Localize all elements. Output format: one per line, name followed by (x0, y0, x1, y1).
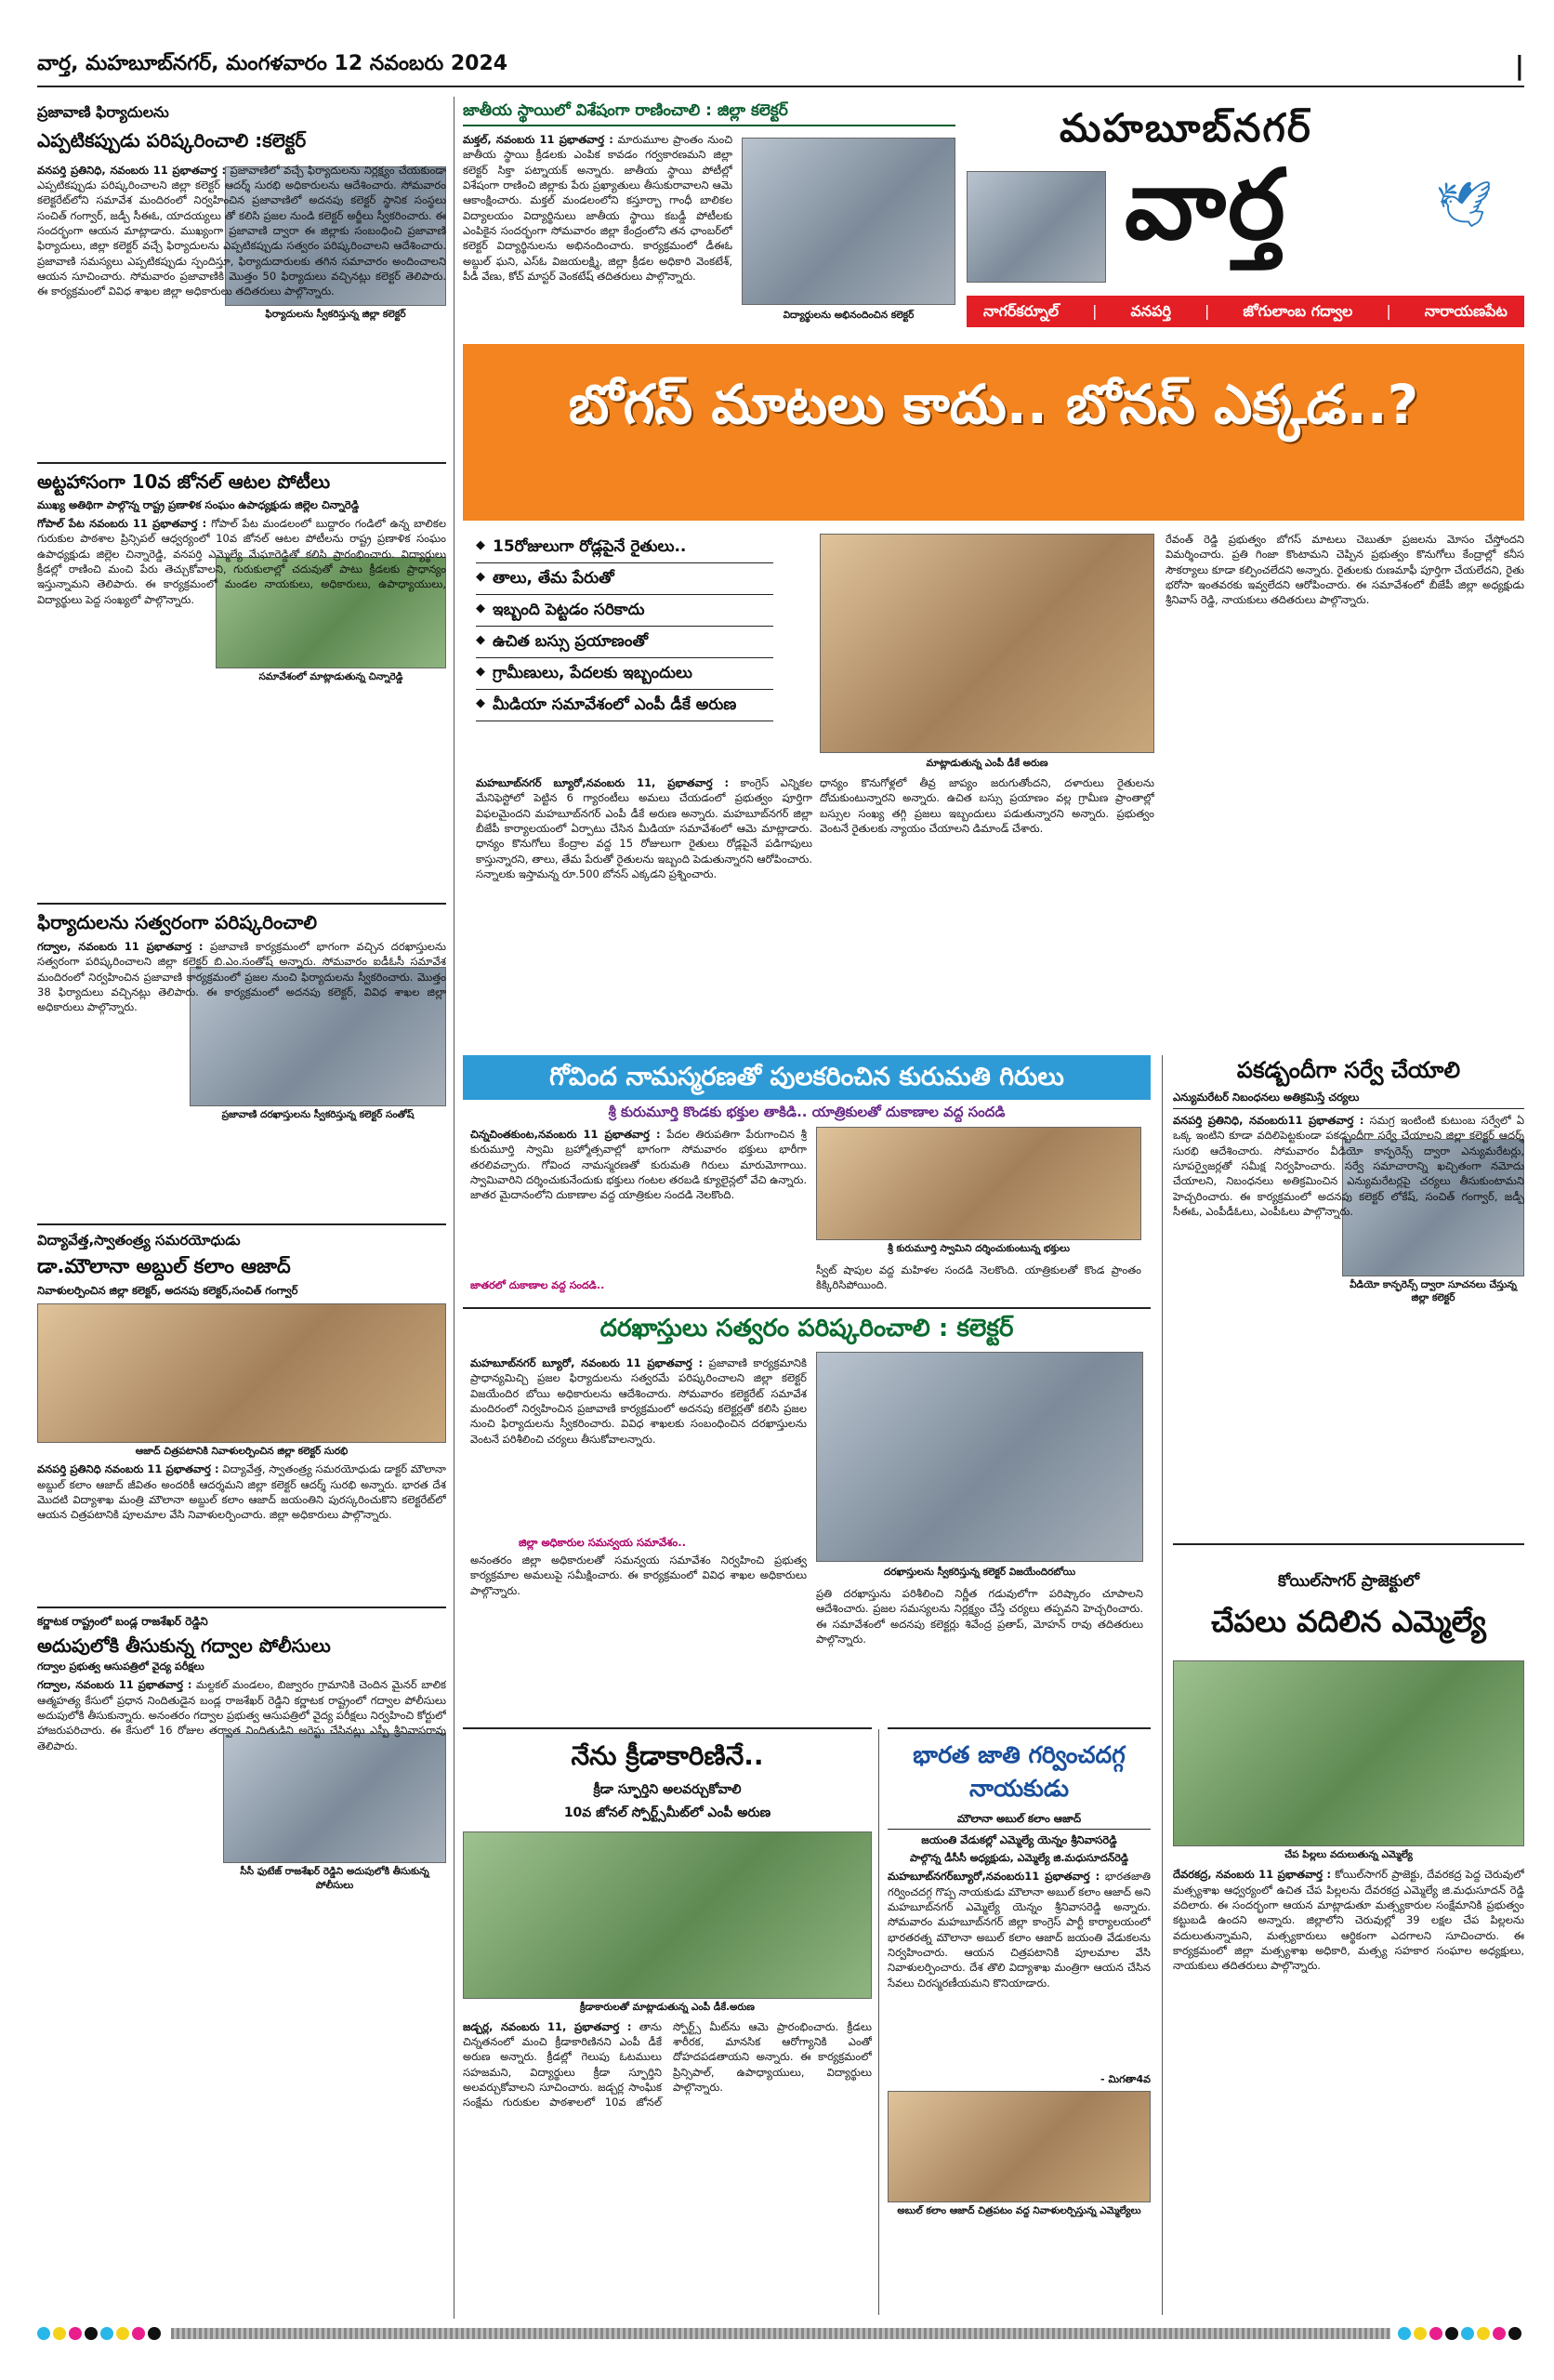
photo-devotees (816, 1127, 1141, 1240)
article-body (470, 1127, 807, 1276)
dateline: గద్వాల, నవంబరు 11 ప్రభాతవార్త : (37, 940, 204, 954)
color-registration-right (1398, 2327, 1524, 2340)
dateline: గోపాల్ పేట నవంబరు 11 ప్రభాతవార్త : (37, 517, 207, 531)
subhead: జిల్లా అధికారుల సమన్వయ సమావేశం.. (519, 1536, 686, 1549)
dateline: వనపర్తి ప్రతినిధి నవంబరు 11 ప్రభాతవార్త : (37, 1462, 219, 1476)
subhead: మౌలానా అబుల్ కలాం ఆజాద్ (888, 1812, 1151, 1831)
bullet: ◆ మీడియా సమావేశంలో ఎంపీ డీకే అరుణ (476, 690, 773, 721)
subhead: శ్రీ కురుమూర్తి కొండకు భక్తుల తాకిడి.. యాత్రికులతో దుకాణాల వద్ద సందడి (608, 1104, 1006, 1120)
dateline: గద్వాల, నవంబరు 11 ప్రభాతవార్త : (37, 1678, 192, 1692)
body: మల్దకల్ మండలం, బిజ్వారం గ్రామానికి చెందిన మైనర్ బాలిక ఆత్మహత్య కేసులో ప్రధాన నిందితుడైన బండ్ల రాజశేఖర్ రెడ్డిని కర్ణాటక రాష్ట్రంలో గద్వాల పోలీసులు అదుపులోకి తీసుకున్నారు. అనంతరం గద్వాల ప్రభుత్వ ఆసుపత్రిలో వైద్య పరీక్షలు నిర్వహించి కోర్టులో హాజరుపరిచారు. ఈ కేసులో 16 రోజుల తర్వాత నిందితుడిని అరెస్టు చేసినట్లు ఎస్పీ శ్రీనివాసరావు తెలిపారు. (37, 1678, 446, 1752)
body: ప్రజావాణి కార్యక్రమంలో భాగంగా వచ్చిన దరఖాస్తులను సత్వరంగా పరిష్కరించాలని జిల్లా కలెక్టర్ బి.ఎం.సంతోష్ అన్నారు. సోమవారం ఐడీఓసీ సమావేశ మందిరంలో నిర్వహించిన ప్రజావాణి కార్యక్రమంలో ప్రజల నుంచి ఫిర్యాదులను స్వీకరించారు. మొత్తం 38 ఫిర్యాదులు వచ్చినట్లు తెలిపారు. ఈ కార్యక్రమంలో అదనపు కలెక్టర్, వివిధ శాఖల జిల్లా అధికారులు పాల్గొన్నారు. (37, 940, 446, 1014)
logo-bird-icon: 🕊 (1436, 178, 1493, 231)
body: ప్రతి దరఖాస్తును పరిశీలించి నిర్ణీత గడువులోగా పరిష్కారం చూపాలని ఆదేశించారు. ప్రజల సమస్యలను నిర్లక్ష్యం చేస్తే చర్యలు తప్పవని హెచ్చరించారు. ఈ సమావేశంలో అదనపు కలెక్టర్లు శివేంద్ర ప్రతాప్, మోహన్ రావు తదితరులు పాల్గొన్నారు. (816, 1587, 1143, 1646)
photo-caption: వీడియో కాన్ఫరెన్స్ ద్వారా సూచనలు చేస్తున్న జిల్లా కలెక్టర్ (1350, 1278, 1517, 1304)
article-body-3 (816, 1586, 1143, 1726)
article-body-2 (470, 1553, 807, 1608)
region-2: వనపర్తి (1130, 302, 1171, 321)
darakhastu-story (463, 1307, 1151, 1744)
subhead: ముఖ్య అతిథిగా పాల్గొన్న రాష్ట్ర ప్రణాళిక సంఘం ఉపాధ్యక్షుడు జిల్లెల చిన్నారెడ్డి (37, 497, 360, 511)
registration-dot (1445, 2327, 1458, 2340)
lead-story (463, 532, 1524, 1117)
photo-caption: క్రీడాకారులతో మాట్లాడుతున్న ఎంపీ డీకే.అరుణ (580, 2001, 755, 2013)
registration-dot (1508, 2327, 1521, 2340)
body: మారుమూల ప్రాంతం నుంచి జాతీయ స్థాయి క్రీడలకు ఎంపిక కావడం గర్వకారణమని జిల్లా కలెక్టర్ సిక్తా పట్నాయక్ అన్నారు. జాతీయ స్థాయి పోటీల్లో విశేషంగా రాణించి జిల్లాకు పేరు ప్రఖ్యాతులు తీసుకురావాలని ఆమె ఆకాంక్షించారు. మక్తల్ మండలంలోని కస్తూర్బా గాంధీ బాలికల విద్యాలయం విద్యార్థినులు జాతీయ స్థాయి కబడ్డీ పోటీలకు ఎంపికైన సందర్భంగా సోమవారం జిల్లా కేంద్రంలోని తన ఛాంబర్‌లో కలెక్టర్ విద్యార్థినులను అభినందించారు. కార్యక్రమంలో డీఈఓ అబ్దుల్ ఘని, ఎస్ఓ విజయలక్ష్మి, జిల్లా క్రీడల అధికారి వెంకటేశ్, పీడీ వేణు, కోచ్ మాస్టర్ వెంకటేష్ తదితరులు పాల్గొన్నారు. (463, 133, 732, 283)
page-mark: | (1514, 50, 1524, 81)
registration-dot (85, 2327, 98, 2340)
header-rule (37, 86, 1524, 87)
kurumurthy-body (463, 1099, 1151, 1302)
article-body-3 (1166, 532, 1524, 1045)
article-body (37, 939, 446, 1214)
dateline: మక్తల్, నవంబరు 11 ప్రభాతవార్త : (463, 133, 613, 146)
body: అనంతరం జిల్లా అధికారులతో సమన్వయ సమావేశం నిర్వహించి ప్రభుత్వ కార్యక్రమాల అమలుపై సమీక్షించారు. ఈ కార్యక్రమంలో వివిధ శాఖల అధికారులు పాల్గొన్నారు. (470, 1554, 807, 1597)
registration-dot (37, 2327, 50, 2340)
bullet2: 10వ జోనల్ స్పోర్ట్స్‌మీట్‌లో ఎంపీ అరుణ (563, 1805, 771, 1820)
subhead-fair: జాతరలో దుకాణాల వద్ద సందడి.. (470, 1279, 605, 1291)
page-header (37, 50, 1524, 82)
bullet: ◆ 15రోజులుగా రోడ్లపైనే రైతులు.. (476, 532, 773, 563)
kicker: విద్యావేత్త,స్వాతంత్ర్య సమరయోధుడు (37, 1232, 241, 1250)
dateline: మహబూబ్‌నగర్ బ్యూరో,నవంబరు 11, ప్రభాతవార్త : (476, 776, 730, 789)
article-body (1173, 1867, 1524, 2267)
headline: ఫిర్యాదులను సత్వరంగా పరిష్కరించాలి (37, 911, 318, 934)
article-body (37, 1461, 446, 1601)
body: ప్రజావాణి కార్యక్రమానికి ప్రాధాన్యమిచ్చి ప్రజల ఫిర్యాదులను సత్వరమే పరిష్కరించాలని జిల్లా కలెక్టర్ విజయేందిర బోయి అధికారులను ఆదేశించారు. సోమవారం కలెక్టరేట్ సమావేశ మందిరంలో నిర్వహించిన ప్రజావాణి కార్యక్రమంలో అదనపు కలెక్టర్లతో కలిసి ప్రజల నుంచి ఫిర్యాదులను స్వీకరించారు. వివిధ శాఖలకు సంబంధించిన దరఖాస్తులను వెంటనే పరిశీలించి చర్యలు తీసుకోవాలన్నారు. (470, 1356, 807, 1446)
azad-story (888, 1727, 1151, 2313)
region-3: జోగులాంబ గద్వాల (1243, 302, 1353, 321)
headline: దరఖాస్తులు సత్వరం పరిష్కరించాలి : కలెక్టర్ (463, 1307, 1151, 1349)
koilsagar-story (1173, 1543, 1524, 2315)
dateline: చిన్నచింతకుంట,నవంబరు 11 ప్రభాతవార్త : (470, 1128, 661, 1141)
district-name: మహబూబ్‌నగర్ (1060, 105, 1312, 151)
photo-caption: దరఖాస్తులను స్వీకరిస్తున్న కలెక్టర్ విజయేందిరబోయి (883, 1567, 1076, 1578)
photo-caption: సీసీ ఫుటేజ్ రాజశేఖర్ రెడ్డిని అదుపులోకి తీసుకున్న పోలీసులు (240, 1866, 429, 1891)
footer-registration-bar (37, 2324, 1524, 2343)
registration-dot (1414, 2327, 1427, 2340)
body: భారతజాతి గర్వించదగ్గ గొప్ప నాయకుడు మౌలానా అబుల్ కలాం ఆజాద్ అని మహబూబ్‌నగర్ ఎమ్మెల్యే యెన్నం శ్రీనివాసరెడ్డి అన్నారు. సోమవారం మహబూబ్‌నగర్ జిల్లా కాంగ్రెస్ పార్టీ కార్యాలయంలో భారతరత్న మౌలానా అబుల్ కలాం ఆజాద్ జయంతి వేడుకలను నిర్వహించారు. ఆయన చిత్రపటానికి పూలమాల వేసి నివాళులర్పించారు. దేశ తొలి విద్యాశాఖ మంత్రిగా ఆయన చేసిన సేవలు చిరస్మరణీయమని కొనియాడారు. (888, 1870, 1151, 1990)
footer-band (171, 2328, 1390, 2339)
col-separator (878, 1729, 879, 2315)
top-story (463, 100, 955, 333)
photo-students (742, 138, 955, 305)
masthead (967, 100, 1524, 333)
sep: | (1204, 302, 1210, 321)
divider (37, 462, 446, 464)
subhead: గద్వాల ప్రభుత్వ ఆసుపత్రిలో వైద్య పరీక్షలు (37, 1659, 204, 1673)
photo-sports-meet-mp (463, 1831, 872, 1999)
article-body (463, 132, 732, 331)
continued: - మిగతా4వ (1100, 2073, 1151, 2086)
body: సమగ్ర ఇంటింటి కుటుంబ సర్వేలో ఏ ఒక్క ఇంటిని కూడా వదిలిపెట్టకుండా పకడ్బందీగా సర్వే చేయాలని జిల్లా కలెక్టర్ ఆదర్శ్ సురభి ఆదేశించారు. సోమవారం వీడియో కాన్ఫరెన్స్ ద్వారా ఎన్యుమరేటర్లు, సూపర్వైజర్లతో సమీక్ష నిర్వహించారు. సర్వే సమాచారాన్ని ఖచ్చితంగా నమోదు చేయాలని, నిబంధనలు అతిక్రమించిన ఎన్యుమరేటర్లపై చర్యలు తీసుకుంటామని హెచ్చరించారు. ఈ కార్యక్రమంలో అదనపు కలెక్టర్ లోకేష్, సంచిత్ గంగ్వార్, జడ్పీ సీఈఓ, ఎంపీడీఓలు, ఎంపీఓలు పాల్గొన్నారు. (1173, 1113, 1524, 1218)
headline: చేపలు వదిలిన ఎమ్మెల్యే (1211, 1603, 1486, 1639)
registration-dot (1429, 2327, 1442, 2340)
col-separator (1162, 1055, 1163, 2315)
article-body (37, 1677, 446, 1952)
divider (888, 1727, 1151, 1729)
lead-banner (463, 344, 1524, 521)
brand-logo: వార్త (1125, 148, 1287, 261)
dateline: వనపర్తి ప్రతినిధి, నవంబరు11 ప్రభాతవార్త : (1173, 1113, 1364, 1127)
article-body (1173, 1113, 1524, 1537)
body: ధాన్యం కొనుగోళ్లలో తీవ్ర జాప్యం జరుగుతోందని, దళారులు రైతులను దోచుకుంటున్నారని అన్నారు. ఉచిత బస్సు ప్రయాణం వల్ల గ్రామీణ ప్రాంతాల్లో బస్సుల సంఖ్య తగ్గి ప్రజలు ఇబ్బందులు పడుతున్నారని అన్నారు. ప్రభుత్వం వెంటనే రైతులకు న్యాయం చేయాలని డిమాండ్ చేశారు. (820, 776, 1154, 835)
registration-dot (1493, 2327, 1506, 2340)
lead-bullets (476, 532, 773, 721)
article-body-1 (476, 775, 812, 1045)
registration-dot (69, 2327, 82, 2340)
article-body (37, 163, 446, 451)
bullet: ◆ గ్రామీణులు, పేదలకు ఇబ్బందులు (476, 658, 773, 690)
photo-azad-mla (888, 2091, 1151, 2202)
photo-fish-release (1173, 1660, 1524, 1846)
body: కాంగ్రెస్ ఎన్నికల మేనిఫెస్టోలో పెట్టిన 6 గ్యారంటీలు అమలు చేయడంలో ప్రభుత్వం పూర్తిగా విఫలమైందని మహబూబ్‌నగర్ ఎంపీ డీకే అరుణ అన్నారు. మహబూబ్‌నగర్ జిల్లా బీజేపీ కార్యాలయంలో ఏర్పాటు చేసిన మీడియా సమావేశంలో ఆమె మాట్లాడారు. ధాన్యం కొనుగోలు కేంద్రాల వద్ద 15 రోజులుగా రైతులు రోడ్లపైనే పడిగాపులు కాస్తున్నారని, తాలు, తేమ పేరుతో రైతులను ఇబ్బంది పెడుతున్నారని ఆరోపించారు. సన్నాలకు ఇస్తామన్న రూ.500 బోనస్ ఎక్కడని ప్రశ్నించారు. (476, 776, 812, 880)
registration-dot (1461, 2327, 1474, 2340)
headline: ఎప్పటికప్పుడు పరిష్కరించాలి :కలెక్టర్ (37, 128, 307, 152)
photo-caption: ప్రజావాణి దరఖాస్తులను స్వీకరిస్తున్న కలెక్టర్ సంతోష్ (221, 1109, 415, 1121)
registration-dot (53, 2327, 66, 2340)
region-4: నారాయణపేట (1424, 302, 1508, 321)
subhead: ఎన్యుమరేటర్ నిబంధనలు అతిక్రమిస్తే చర్యలు (1173, 1091, 1524, 1109)
body: కోయిల్‌సాగర్ ప్రాజెక్టు, దేవరకద్ర పెద్ద చెరువులో మత్స్యశాఖ ఆధ్వర్యంలో ఉచిత చేప పిల్లలను దేవరకద్ర ఎమ్మెల్యే జి.మధుసూదన్ రెడ్డి వదిలారు. ఈ సందర్భంగా ఆయన మాట్లాడుతూ మత్స్యకారుల సంక్షేమానికి ప్రభుత్వం కట్టుబడి ఉందని అన్నారు. జిల్లాలోని చెరువుల్లో 39 లక్షల చేప పిల్లలను వదులుతున్నామని, మత్స్యకారులు ఆర్థికంగా ఎదగాలని సూచించారు. ఈ కార్యక్రమంలో జిల్లా మత్స్యశాఖ అధికారి, మత్స్య సహకార సంఘాల అధ్యక్షులు, నాయకులు తదితరులు పాల్గొన్నారు. (1173, 1868, 1524, 1973)
color-registration-left (37, 2327, 164, 2340)
headline: అట్టహాసంగా 10వ జోనల్ ఆటల పోటీలు (37, 469, 331, 493)
body: పేదల తిరుపతిగా పేరుగాంచిన శ్రీ కురుమూర్తి స్వామి బ్రహ్మోత్సవాల్లో భాగంగా సోమవారం భక్తులు భారీగా తరలివచ్చారు. గోవింద నామస్మరణతో కురుమతి గిరులు మారుమోగాయి. స్వామివారిని దర్శించుకునేందుకు భక్తులు గంటల తరబడి క్యూలైన్లలో వేచి ఉన్నారు. జాతర మైదానంలోని దుకాణాల వద్ద యాత్రికుల సందడి నెలకొంది. (470, 1128, 807, 1202)
bullet1: క్రీడా స్ఫూర్తిని అలవర్చుకోవాలి (593, 1781, 742, 1797)
body: తాను చిన్నతనంలో మంచి క్రీడాకారిణినని ఎంపీ డీకే అరుణ అన్నారు. క్రీడల్లో గెలుపు ఓటములు సహజమని, విద్యార్థులు క్రీడా స్ఫూర్తిని అలవర్చుకోవాలని సూచించారు. జడ్చర్ల సాంఘిక సంక్షేమ గురుకుల పాఠశాలలో 10వ జోనల్ స్పోర్ట్స్ మీట్‌ను ఆమె ప్రారంభించారు. క్రీడలు శారీరక, మానసిక ఆరోగ్యానికి ఎంతో దోహదపడతాయని అన్నారు. ఈ కార్యక్రమంలో ప్రిన్సిపాల్, ఉపాధ్యాయులు, విద్యార్థులు పాల్గొన్నారు. (463, 2019, 872, 2109)
divider (37, 1606, 446, 1608)
headline: డా.మౌలానా అబ్దుల్ కలాం ఆజాద్ (37, 1255, 291, 1278)
headline: జాతీయ స్థాయిలో విశేషంగా రాణించాలి : జిల్లా కలెక్టర్ (463, 100, 955, 126)
article-body-end: స్వీట్ షాపుల వద్ద మహిళల సందడి నెలకొంది. యాత్రికులతో కొండ ప్రాంతం కిక్కిరిసిపోయింది. (816, 1263, 1141, 1292)
registration-dot (116, 2327, 129, 2340)
registration-dot (100, 2327, 113, 2340)
body: ప్రజావాణిలో వచ్చే ఫిర్యాదులను నిర్లక్ష్యం చేయకుండా ఎప్పటికప్పుడు పరిష్కరించాలని జిల్లా కలెక్టర్ ఆదర్శ్ సురభి అధికారులను ఆదేశించారు. సోమవారం కలెక్టరేట్‌లోని సమావేశ మందిరంలో నిర్వహించిన ప్రజావాణిలో అదనపు కలెక్టర్ స్థానిక సంస్థలు సంచిత్ గంగ్వార్, జడ్పీ సీఈఓ, యాదయ్యలు తో కలిసి ప్రజల నుండి కలెక్టర్ అర్జీలు స్వీకరించారు. ఈ సందర్భంగా ఆయన మాట్లాడారు. ముఖ్యంగా ప్రజావాణి ద్వారా ఈ జిల్లాకు సంబంధించి ప్రజావాణి ఫిర్యాదులు, జిల్లా కలెక్టర్ వచ్చే ఫిర్యాదులను ఎప్పటికప్పుడు సత్వరం పరిష్కరించాలని ఆదేశించారు. ప్రజావాణి సమస్యలు ఎప్పటికప్పుడు స్పందిస్తూ, ఫిర్యాదుదారులకు తగిన సమాచారం అందించాలని ఆయన సూచించారు. సోమవారం ప్రజావాణికి మొత్తం 50 ఫిర్యాదులు వచ్చినట్లు కలెక్టర్ తెలిపారు. ఈ కార్యక్రమంలో వివిధ శాఖల జిల్లా అధికారులు తదితరులు పాల్గొన్నారు. (37, 163, 446, 298)
article-body (37, 516, 446, 892)
photo-caption: శ్రీ కురుమూర్తి స్వామిని దర్శించుకుంటున్న భక్తులు (888, 1243, 1070, 1254)
registration-dot (132, 2327, 145, 2340)
kicker: ప్రజావాణి ఫిర్యాదులను (37, 103, 169, 121)
photo-press-meet (820, 534, 1154, 753)
article-body (463, 2019, 872, 2261)
divider (37, 903, 446, 905)
headline: పకడ్బందీగా సర్వే చేయాలి (1236, 1057, 1461, 1083)
sep: | (1386, 302, 1391, 321)
region-1: నాగర్‌కర్నూల్ (982, 302, 1060, 321)
registration-dot (1398, 2327, 1411, 2340)
registration-dot (1477, 2327, 1490, 2340)
headline: నేను క్రీడాకారిణినే.. (571, 1740, 764, 1771)
divider (463, 1727, 872, 1729)
divider (37, 1223, 446, 1225)
dateline: మహబూబ్‌నగర్ బ్యూరో, నవంబరు 11 ప్రభాతవార్త : (470, 1356, 704, 1369)
photo-caption: అబుల్ కలాం ఆజాద్ చిత్రపటం వద్ద నివాళులర్పిస్తున్న ఎమ్మెల్యేలు (897, 2205, 1141, 2217)
dateline-header: వార్త, మహబూబ్‌నగర్, మంగళవారం 12 నవంబరు 2024 (37, 52, 508, 75)
article-body (888, 1869, 1151, 2073)
region-strip (967, 296, 1524, 327)
photo-caption: చేప పిల్లలు వదులుతున్న ఎమ్మెల్యే (1284, 1849, 1413, 1861)
headline: అదుపులోకి తీసుకున్న గద్వాల పోలీసులు (37, 1633, 331, 1657)
body: గోపాల్ పేట మండలంలో బుద్దారం గండిలో ఉన్న బాలికల గురుకుల పాఠశాల ప్రిన్సిపల్ ఆధ్వర్యంలో 10వ జోనల్ ఆటల పోటీలను రాష్ట్ర ప్రణాళిక సంఘం ఉపాధ్యక్షుడు జిల్లెల చిన్నారెడ్డి, వనపర్తి ఎమ్మెల్యే మేఘారెడ్డితో కలిసి ప్రారంభించారు. విద్యార్థులు క్రీడల్లో రాణించి మంచి పేరు తెచ్చుకోవాలని, గురుకులాల్లో చదువుతో పాటు క్రీడలకు ప్రాధాన్యం ఇస్తున్నామని తెలిపారు. ఈ కార్యక్రమంలో మండల నాయకులు, అధికారులు, ఉపాధ్యాయులు, విద్యార్థులు పెద్ద సంఖ్యలో పాల్గొన్నారు. (37, 517, 446, 606)
body: విద్యావేత్త, స్వాతంత్ర్య సమరయోధుడు డాక్టర్ మౌలానా అబ్దుల్ కలాం ఆజాద్ జీవితం అందరికీ ఆదర్శమని జిల్లా కలెక్టర్ ఆదర్శ్ సురభి అన్నారు. భారత దేశ మొదటి విద్యాశాఖ మంత్రి మౌలానా అబ్దుల్ కలాం ఆజాద్ జయంతిని పురస్కరించుకొని కలెక్టరేట్‌లో ఆయన చిత్రపటానికి పూలమాల వేసి నివాళులర్పించారు. జిల్లా అధికారులు పాల్గొన్నారు. (37, 1462, 446, 1522)
bullet: ◆ ఇబ్బంది పెట్టడం సరికాదు (476, 595, 773, 627)
photo-caption: ఆజాద్ చిత్రపటానికి నివాళులర్పించిన జిల్లా కలెక్టర్ సురభి (135, 1446, 349, 1458)
photo-caption: ఫిర్యాదులను స్వీకరిస్తున్న జిల్లా కలెక్టర్ (265, 308, 406, 320)
sep: | (1092, 302, 1098, 321)
photo-azad-tribute (37, 1303, 446, 1443)
photo-dam (967, 171, 1106, 283)
article-body-1 (470, 1355, 807, 1532)
headline: భారత జాతి గర్వించదగ్గ నాయకుడు (913, 1741, 1126, 1803)
bullet: ◆ తాలు, తేమ పేరుతో (476, 563, 773, 595)
photo-caption: మాట్లాడుతున్న ఎంపీ డీకే అరుణ (926, 758, 1048, 769)
bullet: ◆ ఉచిత బస్సు ప్రయాణంతో (476, 627, 773, 658)
kicker: కోయిల్‌సాగర్ ప్రాజెక్టులో (1277, 1572, 1420, 1591)
dateline: జడ్చర్ల, నవంబరు 11, ప్రభాతవార్త : (463, 2019, 632, 2033)
dateline: దేవరకద్ర, నవంబరు 11 ప్రభాతవార్త : (1173, 1868, 1332, 1882)
dateline: మహబూబ్‌నగర్‌బ్యూరో,నవంబరు11 ప్రభాతవార్త : (888, 1870, 1100, 1884)
subhead: నివాళులర్పించిన జిల్లా కలెక్టర్, అదనపు కలెక్టర్,సంచిత్ గంగ్వార్ (37, 1283, 298, 1297)
article-body-2 (820, 775, 1154, 1045)
registration-dot (148, 2327, 161, 2340)
photo-collector (816, 1352, 1143, 1562)
photo-caption: విద్యార్థులను అభినందించిన కలెక్టర్ (783, 310, 915, 321)
photo-caption: సమావేశంలో మాట్లాడుతున్న చిన్నారెడ్డి (258, 671, 403, 683)
headline: గోవింద నామస్మరణతో పులకరించిన కురుమతి గిరులు (463, 1055, 1151, 1100)
kicker: కర్ణాటక రాష్ట్రంలో బండ్ల రాజశేఖర్ రెడ్డిని (37, 1615, 208, 1629)
subhead3: పాల్గొన్న డీసీసీ అధ్యక్షుడు, ఎమ్మెల్యే జి.మధుసూదన్‌రెడ్డి (909, 1851, 1128, 1864)
body: రేవంత్ రెడ్డి ప్రభుత్వం బోగస్ మాటలు చెబుతూ ప్రజలను మోసం చేస్తోందని విమర్శించారు. ప్రతి గింజా కొంటామని చెప్పిన ప్రభుత్వం కొనుగోలు కేంద్రాల్లో కనీస సౌకర్యాలు కూడా కల్పించలేదని అన్నారు. రైతులకు రుణమాఫీ పూర్తిగా చేయలేదని, రైతు భరోసా ఇంతవరకు ఇవ్వలేదని ఆరోపించారు. ఈ సమావేశంలో బీజేపీ జిల్లా అధ్యక్షుడు శ్రీనివాస్ రెడ్డి, నాయకులు తదితరులు పాల్గొన్నారు. (1166, 533, 1524, 607)
survey-story (1173, 1055, 1524, 1539)
subhead2: జయంతి వేడుకల్లో ఎమ్మెల్యే యెన్నం శ్రీనివాసరెడ్డి (921, 1833, 1117, 1847)
divider (1173, 1543, 1524, 1545)
col1 (37, 102, 446, 2315)
sports-story (463, 1727, 872, 2313)
dateline: వనపర్తి ప్రతినిధి, నవంబరు 11 ప్రభాతవార్త : (37, 163, 227, 177)
lead-headline: బోగస్ మాటలు కాదు.. బోనస్ ఎక్కడ..? (568, 373, 1419, 436)
